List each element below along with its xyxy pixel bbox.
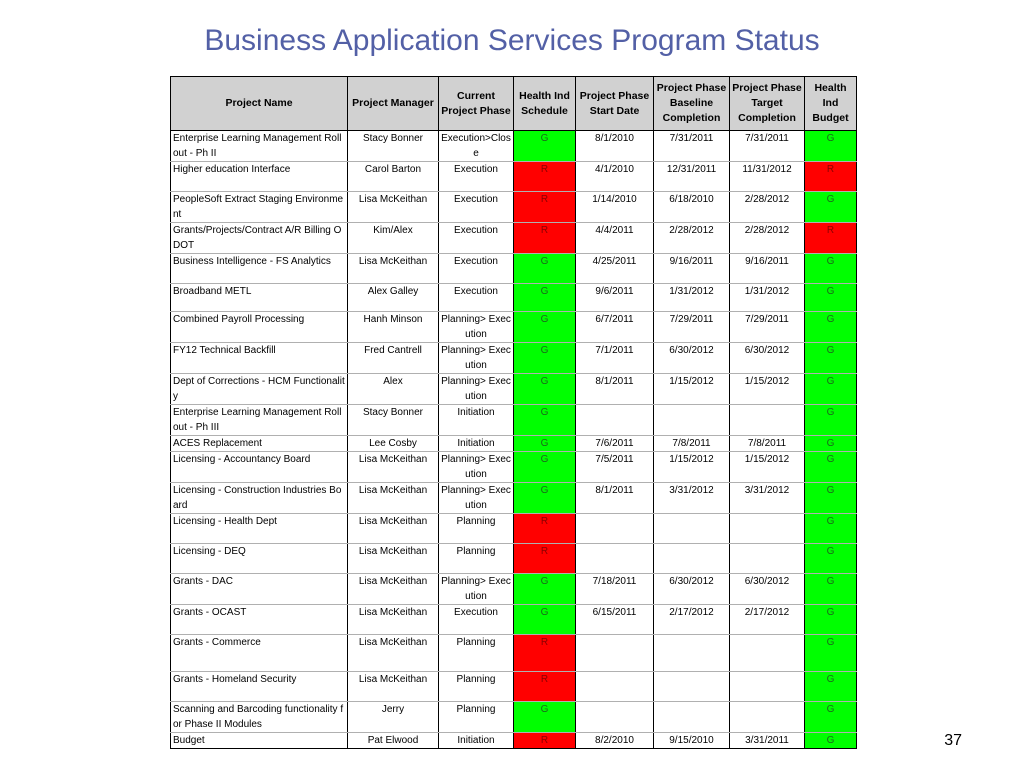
table-row xyxy=(171,483,857,514)
target-completion-cell xyxy=(730,544,805,574)
health-schedule-cell: G xyxy=(514,254,576,284)
health-schedule-cell: R xyxy=(514,544,576,574)
table-row xyxy=(171,343,857,374)
health-budget-cell: G xyxy=(805,452,857,483)
project-manager-cell: Alex xyxy=(348,374,439,405)
health-schedule-cell: G xyxy=(514,131,576,162)
start-date-cell xyxy=(576,544,654,574)
health-schedule-cell: R xyxy=(514,514,576,544)
project-name-cell: Grants - Homeland Security xyxy=(171,672,348,702)
health-schedule-cell: G xyxy=(514,483,576,514)
current-phase-cell: Initiation xyxy=(439,733,514,749)
header-health-budget: Health Ind Budget xyxy=(805,77,857,131)
table-row xyxy=(171,672,857,702)
project-manager-cell: Lisa McKeithan xyxy=(348,635,439,672)
current-phase-cell: Planning> Execution xyxy=(439,574,514,605)
start-date-cell: 8/1/2010 xyxy=(576,131,654,162)
baseline-completion-cell: 7/29/2011 xyxy=(654,312,730,343)
project-name-cell: Licensing - Health Dept xyxy=(171,514,348,544)
current-phase-cell: Planning xyxy=(439,635,514,672)
health-schedule-cell: R xyxy=(514,223,576,254)
health-schedule-cell: G xyxy=(514,343,576,374)
table-row xyxy=(171,574,857,605)
current-phase-cell: Execution>Close xyxy=(439,131,514,162)
target-completion-cell: 2/28/2012 xyxy=(730,192,805,223)
project-name-cell: Grants - DAC xyxy=(171,574,348,605)
start-date-cell: 1/14/2010 xyxy=(576,192,654,223)
health-schedule-cell: R xyxy=(514,162,576,192)
health-budget-cell: G xyxy=(805,605,857,635)
start-date-cell: 4/1/2010 xyxy=(576,162,654,192)
baseline-completion-cell: 6/30/2012 xyxy=(654,343,730,374)
project-manager-cell: Lisa McKeithan xyxy=(348,514,439,544)
header-health-schedule: Health Ind Schedule xyxy=(514,77,576,131)
health-budget-cell: G xyxy=(805,254,857,284)
target-completion-cell: 2/28/2012 xyxy=(730,223,805,254)
header-target-completion: Project Phase Target Completion xyxy=(730,77,805,131)
current-phase-cell: Planning xyxy=(439,702,514,733)
start-date-cell: 6/15/2011 xyxy=(576,605,654,635)
start-date-cell: 8/1/2011 xyxy=(576,483,654,514)
page-title: Business Application Services Program Status xyxy=(204,24,820,57)
target-completion-cell: 3/31/2011 xyxy=(730,733,805,749)
baseline-completion-cell: 12/31/2011 xyxy=(654,162,730,192)
project-manager-cell: Lisa McKeithan xyxy=(348,605,439,635)
table-row xyxy=(171,733,857,749)
target-completion-cell: 9/16/2011 xyxy=(730,254,805,284)
health-schedule-cell: G xyxy=(514,405,576,436)
baseline-completion-cell xyxy=(654,544,730,574)
project-name-cell: Higher education Interface xyxy=(171,162,348,192)
health-budget-cell: G xyxy=(805,436,857,452)
baseline-completion-cell: 2/17/2012 xyxy=(654,605,730,635)
table-row xyxy=(171,635,857,672)
baseline-completion-cell: 1/15/2012 xyxy=(654,374,730,405)
baseline-completion-cell: 3/31/2012 xyxy=(654,483,730,514)
current-phase-cell: Execution xyxy=(439,192,514,223)
project-name-cell: Combined Payroll Processing xyxy=(171,312,348,343)
health-schedule-cell: G xyxy=(514,374,576,405)
health-schedule-cell: G xyxy=(514,702,576,733)
project-manager-cell: Lisa McKeithan xyxy=(348,254,439,284)
health-budget-cell: R xyxy=(805,223,857,254)
current-phase-cell: Execution xyxy=(439,254,514,284)
current-phase-cell: Execution xyxy=(439,605,514,635)
project-name-cell: FY12 Technical Backfill xyxy=(171,343,348,374)
project-name-cell: Licensing - DEQ xyxy=(171,544,348,574)
table-row xyxy=(171,312,857,343)
start-date-cell: 4/4/2011 xyxy=(576,223,654,254)
project-manager-cell: Lisa McKeithan xyxy=(348,452,439,483)
current-phase-cell: Planning> Execution xyxy=(439,312,514,343)
health-budget-cell: G xyxy=(805,672,857,702)
baseline-completion-cell: 7/8/2011 xyxy=(654,436,730,452)
target-completion-cell: 1/15/2012 xyxy=(730,452,805,483)
table-row xyxy=(171,605,857,635)
start-date-cell: 6/7/2011 xyxy=(576,312,654,343)
baseline-completion-cell xyxy=(654,702,730,733)
table-row xyxy=(171,284,857,312)
health-budget-cell: G xyxy=(805,733,857,749)
project-manager-cell: Lisa McKeithan xyxy=(348,574,439,605)
target-completion-cell: 11/31/2012 xyxy=(730,162,805,192)
target-completion-cell: 2/17/2012 xyxy=(730,605,805,635)
health-schedule-cell: G xyxy=(514,605,576,635)
project-name-cell: Broadband METL xyxy=(171,284,348,312)
health-budget-cell: G xyxy=(805,544,857,574)
target-completion-cell: 6/30/2012 xyxy=(730,343,805,374)
current-phase-cell: Initiation xyxy=(439,436,514,452)
health-schedule-cell: G xyxy=(514,436,576,452)
table-row xyxy=(171,131,857,162)
target-completion-cell: 1/31/2012 xyxy=(730,284,805,312)
baseline-completion-cell xyxy=(654,514,730,544)
target-completion-cell: 7/29/2011 xyxy=(730,312,805,343)
table-row xyxy=(171,405,857,436)
baseline-completion-cell xyxy=(654,672,730,702)
project-manager-cell: Stacy Bonner xyxy=(348,131,439,162)
project-manager-cell: Lisa McKeithan xyxy=(348,192,439,223)
health-schedule-cell: G xyxy=(514,284,576,312)
project-name-cell: PeopleSoft Extract Staging Environment xyxy=(171,192,348,223)
header-start-date: Project Phase Start Date xyxy=(576,77,654,131)
table-row xyxy=(171,374,857,405)
project-name-cell: Grants/Projects/Contract A/R Billing ODOT xyxy=(171,223,348,254)
start-date-cell xyxy=(576,405,654,436)
start-date-cell: 7/1/2011 xyxy=(576,343,654,374)
start-date-cell xyxy=(576,635,654,672)
header-baseline-completion: Project Phase Baseline Completion xyxy=(654,77,730,131)
health-schedule-cell: R xyxy=(514,192,576,223)
project-manager-cell: Carol Barton xyxy=(348,162,439,192)
health-schedule-cell: R xyxy=(514,672,576,702)
project-manager-cell: Lisa McKeithan xyxy=(348,544,439,574)
header-project-name: Project Name xyxy=(171,77,348,131)
start-date-cell: 7/5/2011 xyxy=(576,452,654,483)
health-budget-cell: G xyxy=(805,514,857,544)
project-name-cell: Scanning and Barcoding functionality for Phase II Modules xyxy=(171,702,348,733)
project-manager-cell: Lee Cosby xyxy=(348,436,439,452)
health-budget-cell: G xyxy=(805,702,857,733)
baseline-completion-cell: 1/15/2012 xyxy=(654,452,730,483)
baseline-completion-cell: 6/30/2012 xyxy=(654,574,730,605)
target-completion-cell: 6/30/2012 xyxy=(730,574,805,605)
baseline-completion-cell: 1/31/2012 xyxy=(654,284,730,312)
table-row xyxy=(171,162,857,192)
health-budget-cell: G xyxy=(805,635,857,672)
health-budget-cell: G xyxy=(805,483,857,514)
project-manager-cell: Hanh Minson xyxy=(348,312,439,343)
start-date-cell xyxy=(576,514,654,544)
project-manager-cell: Lisa McKeithan xyxy=(348,483,439,514)
start-date-cell: 9/6/2011 xyxy=(576,284,654,312)
page-number: 37 xyxy=(944,732,962,749)
table-row xyxy=(171,436,857,452)
project-manager-cell: Kim/Alex xyxy=(348,223,439,254)
start-date-cell: 8/2/2010 xyxy=(576,733,654,749)
health-budget-cell: G xyxy=(805,343,857,374)
health-schedule-cell: G xyxy=(514,312,576,343)
start-date-cell: 4/25/2011 xyxy=(576,254,654,284)
baseline-completion-cell xyxy=(654,635,730,672)
start-date-cell: 7/18/2011 xyxy=(576,574,654,605)
target-completion-cell: 7/8/2011 xyxy=(730,436,805,452)
current-phase-cell: Execution xyxy=(439,162,514,192)
target-completion-cell xyxy=(730,514,805,544)
start-date-cell xyxy=(576,672,654,702)
project-manager-cell: Lisa McKeithan xyxy=(348,672,439,702)
project-manager-cell: Pat Elwood xyxy=(348,733,439,749)
table-row xyxy=(171,192,857,223)
current-phase-cell: Planning> Execution xyxy=(439,452,514,483)
header-project-manager: Project Manager xyxy=(348,77,439,131)
baseline-completion-cell xyxy=(654,405,730,436)
start-date-cell xyxy=(576,702,654,733)
project-manager-cell: Fred Cantrell xyxy=(348,343,439,374)
project-name-cell: Enterprise Learning Management Rollout - Ph III xyxy=(171,405,348,436)
project-name-cell: Licensing - Construction Industries Board xyxy=(171,483,348,514)
health-schedule-cell: G xyxy=(514,574,576,605)
project-manager-cell: Jerry xyxy=(348,702,439,733)
health-budget-cell: G xyxy=(805,284,857,312)
table-row xyxy=(171,223,857,254)
table-row xyxy=(171,452,857,483)
health-schedule-cell: R xyxy=(514,635,576,672)
start-date-cell: 8/1/2011 xyxy=(576,374,654,405)
health-budget-cell: G xyxy=(805,374,857,405)
current-phase-cell: Execution xyxy=(439,284,514,312)
target-completion-cell xyxy=(730,405,805,436)
table-header-row xyxy=(171,77,857,131)
health-budget-cell: R xyxy=(805,162,857,192)
health-budget-cell: G xyxy=(805,131,857,162)
current-phase-cell: Execution xyxy=(439,223,514,254)
project-name-cell: Enterprise Learning Management Rollout - Ph II xyxy=(171,131,348,162)
project-name-cell: Grants - OCAST xyxy=(171,605,348,635)
project-name-cell: Grants - Commerce xyxy=(171,635,348,672)
health-schedule-cell: R xyxy=(514,733,576,749)
baseline-completion-cell: 6/18/2010 xyxy=(654,192,730,223)
baseline-completion-cell: 9/15/2010 xyxy=(654,733,730,749)
project-name-cell: Business Intelligence - FS Analytics xyxy=(171,254,348,284)
health-budget-cell: G xyxy=(805,192,857,223)
table-row xyxy=(171,254,857,284)
project-manager-cell: Stacy Bonner xyxy=(348,405,439,436)
current-phase-cell: Planning xyxy=(439,514,514,544)
health-budget-cell: G xyxy=(805,405,857,436)
table-body xyxy=(171,131,857,749)
project-manager-cell: Alex Galley xyxy=(348,284,439,312)
baseline-completion-cell: 9/16/2011 xyxy=(654,254,730,284)
health-schedule-cell: G xyxy=(514,452,576,483)
project-name-cell: ACES Replacement xyxy=(171,436,348,452)
target-completion-cell xyxy=(730,635,805,672)
table-row xyxy=(171,702,857,733)
current-phase-cell: Planning xyxy=(439,544,514,574)
program-status-table xyxy=(170,76,857,749)
current-phase-cell: Planning xyxy=(439,672,514,702)
project-name-cell: Licensing - Accountancy Board xyxy=(171,452,348,483)
target-completion-cell: 3/31/2012 xyxy=(730,483,805,514)
current-phase-cell: Planning> Execution xyxy=(439,483,514,514)
current-phase-cell: Planning> Execution xyxy=(439,374,514,405)
table-row xyxy=(171,514,857,544)
current-phase-cell: Initiation xyxy=(439,405,514,436)
target-completion-cell: 1/15/2012 xyxy=(730,374,805,405)
target-completion-cell: 7/31/2011 xyxy=(730,131,805,162)
table-row xyxy=(171,544,857,574)
health-budget-cell: G xyxy=(805,574,857,605)
start-date-cell: 7/6/2011 xyxy=(576,436,654,452)
project-name-cell: Budget xyxy=(171,733,348,749)
current-phase-cell: Planning> Execution xyxy=(439,343,514,374)
project-name-cell: Dept of Corrections - HCM Functionality xyxy=(171,374,348,405)
target-completion-cell xyxy=(730,702,805,733)
baseline-completion-cell: 7/31/2011 xyxy=(654,131,730,162)
health-budget-cell: G xyxy=(805,312,857,343)
baseline-completion-cell: 2/28/2012 xyxy=(654,223,730,254)
target-completion-cell xyxy=(730,672,805,702)
header-current-phase: Current Project Phase xyxy=(439,77,514,131)
